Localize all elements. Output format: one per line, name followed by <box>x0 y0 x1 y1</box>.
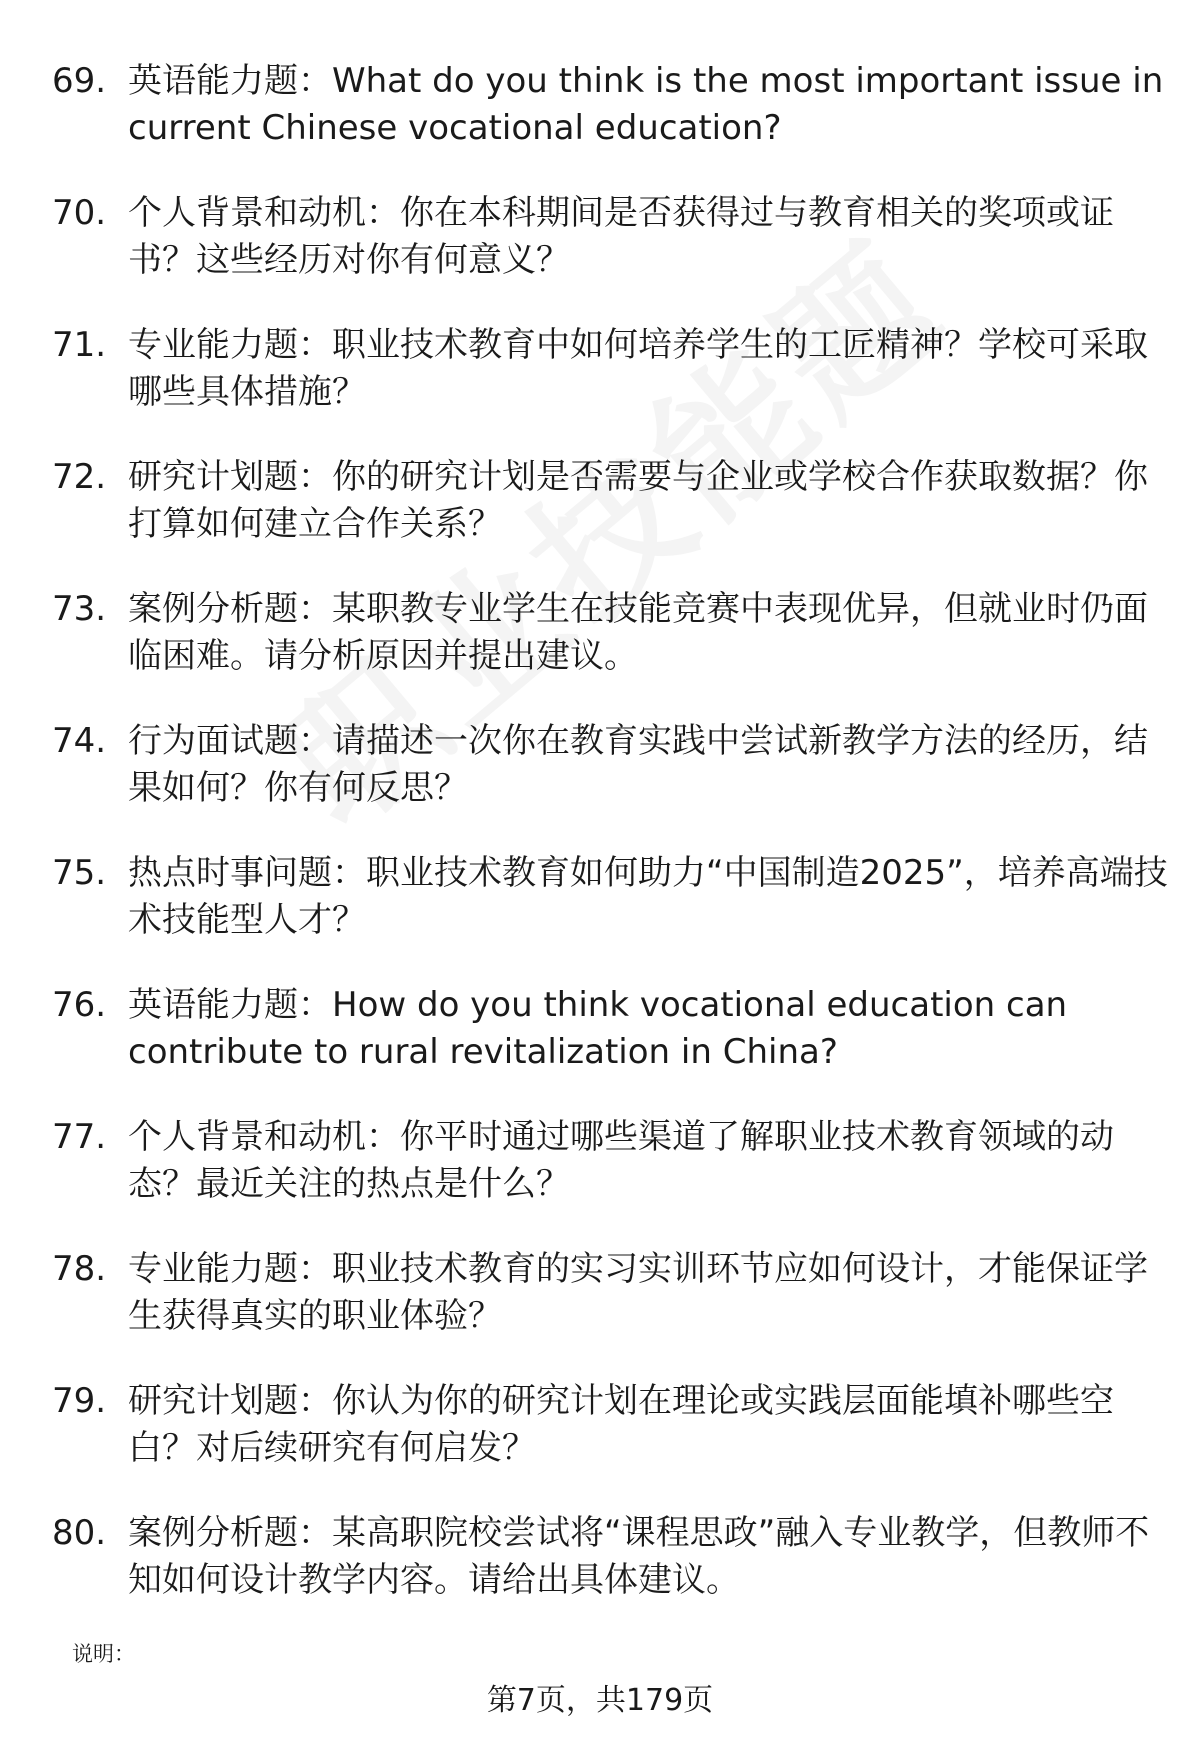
question-item <box>52 1246 1172 1378</box>
question-item <box>52 982 1172 1114</box>
question-text: 案例分析题：某职教专业学生在技能竞赛中表现优异，但就业时仍面临困难。请分析原因并提出建议。 <box>128 589 1148 676</box>
question-item <box>52 322 1172 454</box>
note-label: 说明： <box>72 1642 135 1666</box>
question-text: 热点时事问题：职业技术教育如何助力“中国制造2025”，培养高端技术技能型人才？ <box>128 853 1168 940</box>
question-number: 80. <box>52 1513 107 1553</box>
question-item <box>52 1510 1172 1642</box>
question-item <box>52 1114 1172 1246</box>
question-text: 英语能力题：What do you think is the most important issue in current Chinese vocational education? <box>128 61 1164 148</box>
question-number: 69. <box>52 61 107 101</box>
question-number: 77. <box>52 1117 107 1157</box>
question-item <box>52 850 1172 982</box>
question-number: 70. <box>52 193 107 233</box>
question-number: 76. <box>52 985 107 1025</box>
question-text: 个人背景和动机：你平时通过哪些渠道了解职业技术教育领域的动态？最近关注的热点是什么？ <box>128 1117 1114 1204</box>
question-number: 71. <box>52 325 107 365</box>
question-item <box>52 58 1172 190</box>
question-number: 74. <box>52 721 107 761</box>
question-item <box>52 190 1172 322</box>
question-text: 专业能力题：职业技术教育的实习实训环节应如何设计，才能保证学生获得真实的职业体验？ <box>128 1249 1148 1336</box>
question-text: 行为面试题：请描述一次你在教育实践中尝试新教学方法的经历，结果如何？你有何反思？ <box>128 721 1148 808</box>
question-item <box>52 454 1172 586</box>
question-number: 79. <box>52 1381 107 1421</box>
page-number-footer: 第7页，共179页 <box>486 1683 714 1718</box>
question-item <box>52 586 1172 718</box>
question-list <box>52 58 1172 1642</box>
question-text: 研究计划题：你认为你的研究计划在理论或实践层面能填补哪些空白？对后续研究有何启发？ <box>128 1381 1114 1468</box>
question-item <box>52 1378 1172 1510</box>
question-text: 研究计划题：你的研究计划是否需要与企业或学校合作获取数据？你打算如何建立合作关系？ <box>128 457 1148 544</box>
question-text: 专业能力题：职业技术教育中如何培养学生的工匠精神？学校可采取哪些具体措施？ <box>128 325 1148 412</box>
question-text: 案例分析题：某高职院校尝试将“课程思政”融入专业教学，但教师不知如何设计教学内容。请给出具体建议。 <box>128 1513 1150 1600</box>
question-number: 75. <box>52 853 107 893</box>
question-item <box>52 718 1172 850</box>
question-text: 英语能力题：How do you think vocational education can contribute to rural revitalization in China? <box>128 985 1068 1072</box>
question-number: 73. <box>52 589 107 629</box>
question-number: 72. <box>52 457 107 497</box>
question-number: 78. <box>52 1249 107 1289</box>
question-text: 个人背景和动机：你在本科期间是否获得过与教育相关的奖项或证书？这些经历对你有何意义？ <box>128 193 1114 280</box>
